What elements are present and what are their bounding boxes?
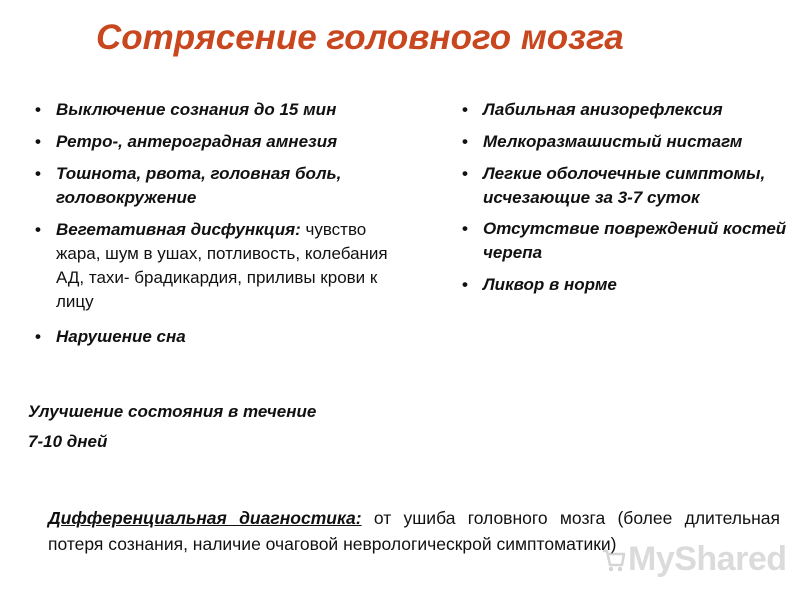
- bullet-icon: •: [35, 100, 41, 119]
- list-item: [28, 162, 408, 210]
- bullet-icon: •: [35, 220, 41, 239]
- list-item-emphasis: Нарушение сна: [56, 327, 186, 346]
- list-item-emphasis: Тошнота, рвота, головная боль, головокружение: [56, 164, 342, 207]
- bullet-icon: •: [462, 219, 468, 238]
- improvement-note: [28, 397, 316, 457]
- improvement-line: Улучшение состояния в течение: [28, 402, 317, 421]
- bullet-icon: •: [462, 275, 468, 294]
- bullet-icon: •: [35, 327, 41, 346]
- list-item: [28, 130, 408, 154]
- watermark-text: MyShared: [628, 540, 787, 578]
- bullet-icon: •: [462, 100, 468, 119]
- list-item-emphasis: Выключение сознания до 15 мин: [56, 100, 337, 119]
- list-item-emphasis: Вегетативная дисфункция:: [56, 220, 301, 239]
- slide-title: Сотрясение головного мозга: [96, 18, 624, 57]
- list-item: [455, 273, 795, 297]
- bullet-icon: •: [462, 132, 468, 151]
- list-item: [455, 217, 795, 265]
- bullet-icon: •: [35, 132, 41, 151]
- list-item-emphasis: Ретро-, антероградная амнезия: [56, 132, 338, 151]
- right-symptom-list: [455, 98, 795, 297]
- list-item-emphasis: Мелкоразмашистый нистагм: [483, 132, 743, 151]
- list-item: [455, 98, 795, 122]
- list-item: [28, 218, 408, 314]
- list-item-emphasis: Отсутствие повреждений костей черепа: [483, 219, 787, 262]
- list-item: [455, 162, 795, 210]
- list-item: [455, 130, 795, 154]
- left-symptom-list: [28, 98, 408, 349]
- list-item-emphasis: Ликвор в норме: [483, 275, 617, 294]
- cart-icon: [600, 543, 626, 573]
- improvement-line: 7-10 дней: [28, 432, 108, 451]
- differential-text: от ушиба головного мозга (более длительная потеря сознания, наличие очаговой неврологическрой симптоматики): [48, 508, 780, 554]
- list-item: [28, 98, 408, 122]
- list-item-text: чувство жара, шум в ушах, потливость, колебания АД, тахи- брадикардия, приливы крови к лицу: [56, 220, 388, 311]
- list-item-emphasis: Легкие оболочечные симптомы, исчезающие за 3-7 суток: [483, 164, 766, 207]
- list-item: [28, 325, 408, 349]
- differential-label: Дифференциальная диагностика:: [48, 508, 362, 528]
- bullet-icon: •: [35, 164, 41, 183]
- bullet-icon: •: [462, 164, 468, 183]
- list-item-emphasis: Лабильная анизорефлексия: [483, 100, 723, 119]
- watermark-logo: [600, 540, 787, 579]
